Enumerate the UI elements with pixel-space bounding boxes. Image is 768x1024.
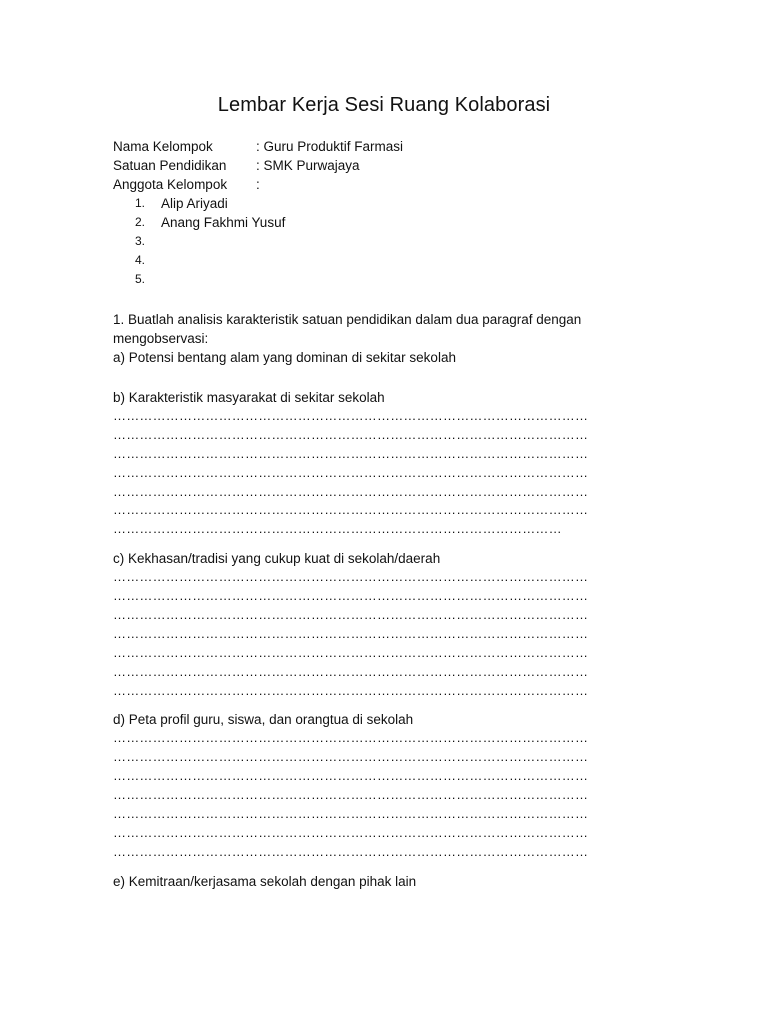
section-b-heading: b) Karakteristik masyarakat di sekitar sekolah xyxy=(113,390,385,405)
member-item xyxy=(113,232,658,251)
section-c-heading: c) Kekhasan/tradisi yang cukup kuat di sekolah/daerah xyxy=(113,551,441,567)
member-item xyxy=(113,194,658,213)
member-number: 3. xyxy=(135,234,146,248)
answer-dots-line: ……………………………………………………………………………………………… xyxy=(113,824,589,840)
member-item xyxy=(113,270,658,289)
answer-dots-line: ……………………………………………………………………………………………… xyxy=(113,569,589,585)
info-value: : xyxy=(256,177,260,192)
info-row-members xyxy=(113,175,658,194)
info-label: Satuan Pendidikan xyxy=(113,158,227,173)
member-item xyxy=(113,213,658,232)
answer-dots-line: ……………………………………………………………………………………………… xyxy=(113,408,589,423)
answer-dots-line: ……………………………………………………………………………………………… xyxy=(113,663,589,679)
answer-dots-line: ……………………………………………………………………………………………… xyxy=(113,625,589,641)
info-label: Nama Kelompok xyxy=(113,139,213,154)
member-number: 4. xyxy=(135,253,146,267)
section-d-heading: d) Peta profil guru, siswa, dan orangtua di sekolah xyxy=(113,712,414,728)
info-label: Anggota Kelompok xyxy=(113,177,228,192)
member-name: Alip Ariyadi xyxy=(161,196,228,211)
answer-dots-line: ……………………………………………………………………………………………… xyxy=(113,682,589,698)
answer-dots-line: ……………………………………………………………………………………………… xyxy=(113,768,589,784)
member-number: 2. xyxy=(135,215,146,229)
answer-dots-line: ……………………………………………………………………………………………… xyxy=(113,730,589,746)
info-value: : SMK Purwajaya xyxy=(256,158,360,173)
answer-dots-line: ……………………………………………………………………………………………… xyxy=(113,502,589,518)
member-item xyxy=(113,251,658,270)
member-number: 5. xyxy=(135,272,146,286)
answer-dots-line: ……………………………………………………………………………………………… xyxy=(113,483,589,499)
answer-dots-line: ……………………………………………………………………………………………… xyxy=(113,644,589,660)
answer-dots-line: ……………………………………………………………………………………………… xyxy=(113,806,589,822)
answer-dots-line: ……………………………………………………………………………………………… xyxy=(113,843,589,859)
member-name: Anang Fakhmi Yusuf xyxy=(161,215,286,230)
info-value: : Guru Produktif Farmasi xyxy=(256,139,404,154)
answer-dots-line: ……………………………………………………………………………………………… xyxy=(113,445,589,461)
info-row-group-name xyxy=(113,137,658,156)
member-number: 1. xyxy=(135,196,146,210)
section-a-heading: a) Potensi bentang alam yang dominan di sekitar sekolah xyxy=(113,350,456,365)
answer-dots-line: ……………………………………………………………………………………………… xyxy=(113,588,589,604)
worksheet-content xyxy=(113,137,658,891)
answer-dots-line: ………………………………………………………………………………………… xyxy=(113,521,562,537)
answer-dots-line: ……………………………………………………………………………………………… xyxy=(113,607,589,623)
info-row-school xyxy=(113,156,658,175)
answer-dots-line: ……………………………………………………………………………………………… xyxy=(113,464,589,480)
answer-dots-line: ……………………………………………………………………………………………… xyxy=(113,426,589,442)
section-e-heading: e) Kemitraan/kerjasama sekolah dengan pihak lain xyxy=(113,873,417,889)
answer-dots-line: ……………………………………………………………………………………………… xyxy=(113,749,589,765)
question-text: 1. Buatlah analisis karakteristik satuan pendidikan dalam dua paragraf dengan mengobservasi: xyxy=(113,312,582,346)
page-title: Lembar Kerja Sesi Ruang Kolaborasi xyxy=(217,94,551,116)
answer-dots-line: ……………………………………………………………………………………………… xyxy=(113,787,589,803)
